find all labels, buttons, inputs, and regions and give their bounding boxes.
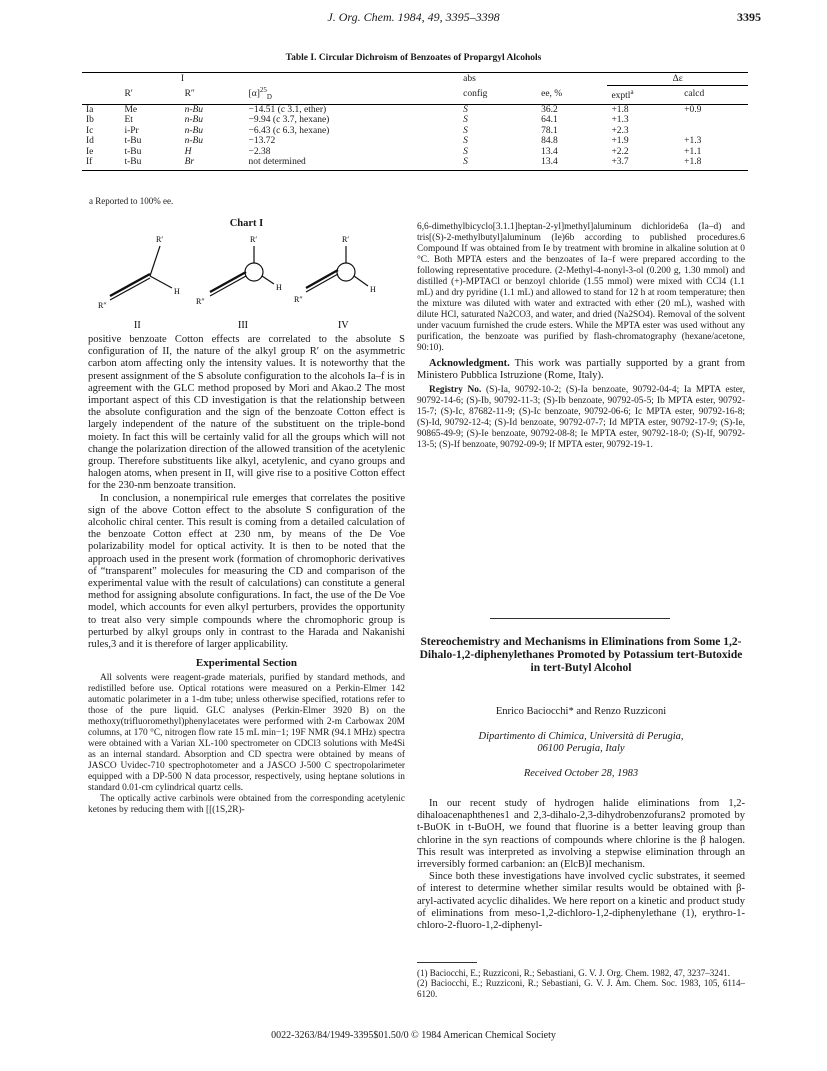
atom-label: R′ xyxy=(342,235,350,244)
table-cell: 78.1 xyxy=(541,125,558,136)
table-cell: 13.4 xyxy=(541,146,558,157)
article-body xyxy=(417,798,745,932)
table-row xyxy=(82,157,748,170)
table-cell: not determined xyxy=(245,157,460,170)
col-header-r2: R″ xyxy=(181,85,245,104)
table-cell: +1.3 xyxy=(611,115,629,126)
paragraph: Since both these investigations have involved cyclic substrates, it seemed of interest to determine whether similar results would be obtained with β-aryl-activated acyclic dihalides. We here report on a kinetic and product study of eliminations from meso-1,2-dichloro-1,2-diphenylethane (1), erythro-1-chloro-2-fluoro-1,2-diphenyl- xyxy=(417,871,745,932)
reference-item: (2) Baciocchi, E.; Ruzziconi, R.; Sebastiani, G. V. J. Am. Chem. Soc. 1983, 105, 6114–6120. xyxy=(417,978,745,999)
table-cell: t-Bu xyxy=(124,146,142,157)
journal-citation: J. Org. Chem. 1984, 49, 3395–3398 xyxy=(327,10,500,24)
table-row xyxy=(82,136,748,147)
structure-iv xyxy=(306,246,368,292)
structure-ii xyxy=(110,246,172,300)
atom-label: R″ xyxy=(196,297,205,306)
atom-label: R″ xyxy=(98,301,107,310)
atom-label: H xyxy=(174,287,180,296)
table-cell: S xyxy=(463,125,468,136)
table-cell: −6.43 (c 6.3, hexane) xyxy=(248,125,330,136)
ack-text: This work was partially supported by a grant from Ministero Pubblica Istruzione (Rome, Italy). xyxy=(417,358,745,382)
table-cell: 84.8 xyxy=(541,136,558,147)
footer-line: 0022-3263/84/1949-3395$01.50/0 © 1984 American Chemical Society xyxy=(271,1030,556,1041)
experimental-heading: Experimental Section xyxy=(195,657,298,670)
col-header-rotation: $[\alpha]^{25}_D$ xyxy=(245,85,460,104)
table-cell: t-Bu xyxy=(124,136,142,147)
structure-iii xyxy=(210,246,274,296)
group-label-i: I xyxy=(120,73,244,86)
table-cell: If xyxy=(82,157,120,170)
affiliation-line: Dipartimento di Chimica, Università di Perugia, xyxy=(478,731,684,742)
paragraph: positive benzoate Cotton effects are correlated to the absolute S configuration of II, the nature of the alkyl group R′ on the asymmetric carbon atom affecting only the intensity values. It is noteworthy that the present assignment of the S absolute configuration to the alcohols Ia–f is in agreement with the GLC method proposed by Mori and Akao.2 The most important aspect of this CD investigation is that the relationship between the absolute configuration and the sign of the benzoate Cotton effect is largely independent of the nature of the substituent on the triple-bond moiety. In fact this will be certainly valid for all the groups which will not change the polarization direction of the allowed transition of the acetylenic group. Therefore substituents like alkyl, acetylenic, and cyano groups and halogen atoms, when present in II, will give rise to a positive Cotton effect for the 230-nm benzoate transition. xyxy=(88,334,405,492)
table-cell: −13.72 xyxy=(248,136,276,147)
paragraph: All solvents were reagent-grade materials, purified by standard methods, and redistilled before use. Optical rotations were measured on a Perkin-Elmer 142 automatic polarimeter in a 1-dm tube; unless otherwise specified, rotations refer to those of the pure liquid. GLC analyses (Perkin-Elmer 3920 B) on the methoxy(trifluoromethyl)phenylacetates were performed with 2-m Carbowax 20M columns, at 170 °C, nitrogen flow rate 15 mL min−1; 19F NMR (94.1 MHz) spectra were obtained with a Varian XL-100 spectrometer on CDCl3 solutions with Me4Si as an internal standard. Absorption and CD spectra were obtained by means of JASCO Uvidec-710 spectrophotometer and a JASCO J-500 C spectropolarimeter equipped with a DP-500 N data processor, respectively, using heptane solutions in standard 0.01-cm cylindrical quartz cells. xyxy=(88,673,405,794)
table-cell: 13.4 xyxy=(537,157,607,170)
table-cell: −9.94 (c 3.7, hexane) xyxy=(248,115,330,126)
paragraph: 6,6-dimethylbicyclo[3.1.1]heptan-2-yl]methyl]aluminum dichloride6a (Ia–d) and tris[(S)-2-methylbutyl]aluminum (Ie)6b according to published procedures.6 Compound If was obtained from Ie by treatment with bromine in alkaline solution at 0 °C. Both MPTA esters and the benzoates of Ia–f were prepared according to the following representative procedure. (2-Methyl-4-nonyl-3-ol (0.200 g, 1.30 mmol) and distilled (+)-MPTACl or benzoyl chloride (1.55 mmol) were mixed with CCl4 (1.1 mL) and dry pyridine (1.1 mL) and allowed to stand for 12 h at room temperature; then the mixture was diluted with water and extracted with ether (20 mL), washed with dilute HCl, saturated Na2CO3, and water, and dried (Na2SO4). Removal of the solvent under vacuum furnished the crude esters. While the MPTA ester was used without any purification, the benzoate was purified by flash-chromatography (hexane/acetone, 90:10). xyxy=(417,222,745,353)
table-cell: n-Bu xyxy=(184,104,204,115)
registry-text: (S)-Ia, 90792-10-2; (S)-Ia benzoate, 90792-04-4; Ia MPTA ester, 90792-14-6; (S)-Ib, 90792-11-3; (S)-Ib benzoate, 90792-05-5; Ib MPTA ester, 90792-15-7; (S)-Ic, 87682-11-9; (S)-Ic benzoate, 90792-06-6; Ic MPTA ester, 90792-16-8; (S)-Id, 90792-12-4; (S)-Id benzoate, 90792-07-7; Id MPTA ester, 90792-17-9; (S)-Ie, 90865-49-9; (S)-Ie benzoate, 90792-08-8; Ie MPTA ester, 90792-18-0; (S)-If, 90792-13-5; (S)-If benzoate, 90792-09-9; If MPTA ester, 90792-19-1. xyxy=(417,385,745,451)
group-label-delta: Δε xyxy=(607,73,748,86)
paragraph: The optically active carbinols were obtained from the corresponding acetylenic ketones by reducing them with [[(1S,2R)- xyxy=(88,794,405,816)
atom-label: H xyxy=(276,283,282,292)
table-cell: Br xyxy=(181,157,245,170)
table-cell: i-Pr xyxy=(124,125,139,136)
table-footnote: a Reported to 100% ee. xyxy=(89,196,174,206)
cd-table: I abs Δε R′ R″ $[\alpha]^{25}_D$ config ee, % exptl$^a$ calcd Ia Me n-Bu −14.51 (c 3.1, ether) S 36.2 +1.8 +0.9 Ib Et n-Bu −9.94 (c 3.7, hexane) S 64.1 +1.3 Ic i-Pr n-Bu −6.43 (c 6.3, hexane) S 78.1 +2.3 Id t-Bu n-Bu −13.72 S 84.8 +1.9 +1.3 Ie t-Bu H −2.38 S 13.4 +2.2 +1.1 If t-Bu Br not determined S 13.4 +3.7 +1.8 xyxy=(82,72,748,171)
atom-label: H xyxy=(370,285,376,294)
col-header-exptl: exptl$^a$ xyxy=(607,85,680,104)
ack-label: Acknowledgment. xyxy=(429,358,510,369)
table-cell: n-Bu xyxy=(184,125,204,136)
table-cell: +1.8 xyxy=(680,157,748,170)
paragraph: In our recent study of hydrogen halide eliminations from 1,2-dihaloacenaphthenes1 and 2,3-dihalo-2,3-dihydrobenzofurans2 promoted by t-BuOK in t-BuOH, we found that fluorine is a better leaving group than chlorine in the syn reactions of compounds where chlorine is the β halogen. This result was interpreted as involving a stepwise elimination through an irreversibly formed carbanion: an (ElcB)I mechanism. xyxy=(417,798,745,871)
table-row xyxy=(82,126,748,137)
col-header-calcd: calcd xyxy=(680,85,748,104)
table-cell: Ic xyxy=(86,125,94,136)
page-number: 3395 xyxy=(737,10,761,24)
paragraph: In conclusion, a nonempirical rule emerges that correlates the positive sign of the above Cotton effect to the absolute S configuration of the alcoholic chiral center. This result is coming from a detailed calculation of the benzoate Cotton effect at 230 nm, by means of the De Voe polarizability model for optical activity. It is then to be noted that the approach used in the present work (formation of chromophoric derivatives of “transparent” molecules for measuring the CD and comparison of the experimental value with the result of calculations) can constitute a general method for assigning absolute configurations. In fact, the use of the De Voe model, which accounts for even alkyl perturbers, provides the opportunity to treat also very simple compounds where the chromophoric group is perturbed by alkyl groups only in contrast to the Harada and Nakanishi rules,3 and it is therefore of larger applicability. xyxy=(88,492,405,651)
table-cell: n-Bu xyxy=(184,136,204,147)
col-header-r1: R′ xyxy=(120,85,180,104)
table-cell: S xyxy=(459,157,537,170)
table-cell: 36.2 xyxy=(541,104,558,115)
reference-item: (1) Baciocchi, E.; Ruzziconi, R.; Sebastiani, G. V. J. Org. Chem. 1982, 47, 3237–3241. xyxy=(417,968,730,978)
table-row xyxy=(82,115,748,126)
table-cell: +2.3 xyxy=(611,125,629,136)
table-cell: Id xyxy=(86,136,94,147)
registry-label: Registry No. xyxy=(429,385,482,396)
chart-title: Chart I xyxy=(229,218,264,229)
table-cell: Ie xyxy=(86,146,94,157)
table-cell: S xyxy=(463,136,468,147)
atom-label: R′ xyxy=(156,235,164,244)
table-cell: Ia xyxy=(86,104,94,115)
table-cell: −14.51 (c 3.1, ether) xyxy=(248,104,327,115)
running-head xyxy=(0,10,827,30)
divider xyxy=(490,618,670,619)
table-cell: H xyxy=(184,146,192,157)
table-row xyxy=(82,104,748,115)
chart-structures xyxy=(88,232,405,332)
footnote-rule xyxy=(417,962,477,963)
right-column xyxy=(417,222,745,451)
table-cell xyxy=(680,126,748,137)
table-caption: Table I. Circular Dichroism of Benzoates of Propargyl Alcohols xyxy=(285,53,542,63)
table-cell: −2.38 xyxy=(248,146,271,157)
table-cell: +2.2 xyxy=(611,146,629,157)
table-cell: +1.8 xyxy=(611,104,629,115)
article-title: Stereochemistry and Mechanisms in Eliminations from Some 1,2-Dihalo-1,2-diphenylethanes Promoted by Potassium tert-Butoxide in tert-Butyl Alcohol xyxy=(419,636,743,674)
affiliation-line: 06100 Perugia, Italy xyxy=(537,743,625,754)
structure-label-iv: IV xyxy=(338,320,349,331)
table-cell: 64.1 xyxy=(541,115,558,126)
authors: Enrico Baciocchi* and Renzo Ruzziconi xyxy=(495,706,667,717)
table-cell: S xyxy=(463,104,468,115)
table-cell: Et xyxy=(124,115,133,126)
structure-label-iii: III xyxy=(238,320,248,331)
table-cell: S xyxy=(463,115,468,126)
table-cell: +1.3 xyxy=(684,136,702,147)
atom-label: R″ xyxy=(294,295,303,304)
table-cell: Me xyxy=(124,104,138,115)
col-header-config: config xyxy=(459,85,537,104)
col-header-ee: ee, % xyxy=(537,85,607,104)
table-cell: +1.1 xyxy=(684,146,702,157)
table-cell: +3.7 xyxy=(607,157,680,170)
atom-label: R′ xyxy=(250,235,258,244)
references xyxy=(417,968,745,999)
table-cell xyxy=(680,115,748,126)
table-cell: n-Bu xyxy=(184,115,204,126)
structure-label-ii: II xyxy=(134,320,141,331)
table-cell: t-Bu xyxy=(120,157,180,170)
table-cell: +1.9 xyxy=(611,136,629,147)
received-date: Received October 28, 1983 xyxy=(523,768,639,779)
table-cell: S xyxy=(463,146,468,157)
table-cell: Ib xyxy=(86,115,94,126)
affiliation xyxy=(417,731,745,755)
table-cell: +0.9 xyxy=(684,104,702,115)
left-column xyxy=(88,334,405,816)
table-row xyxy=(82,147,748,158)
